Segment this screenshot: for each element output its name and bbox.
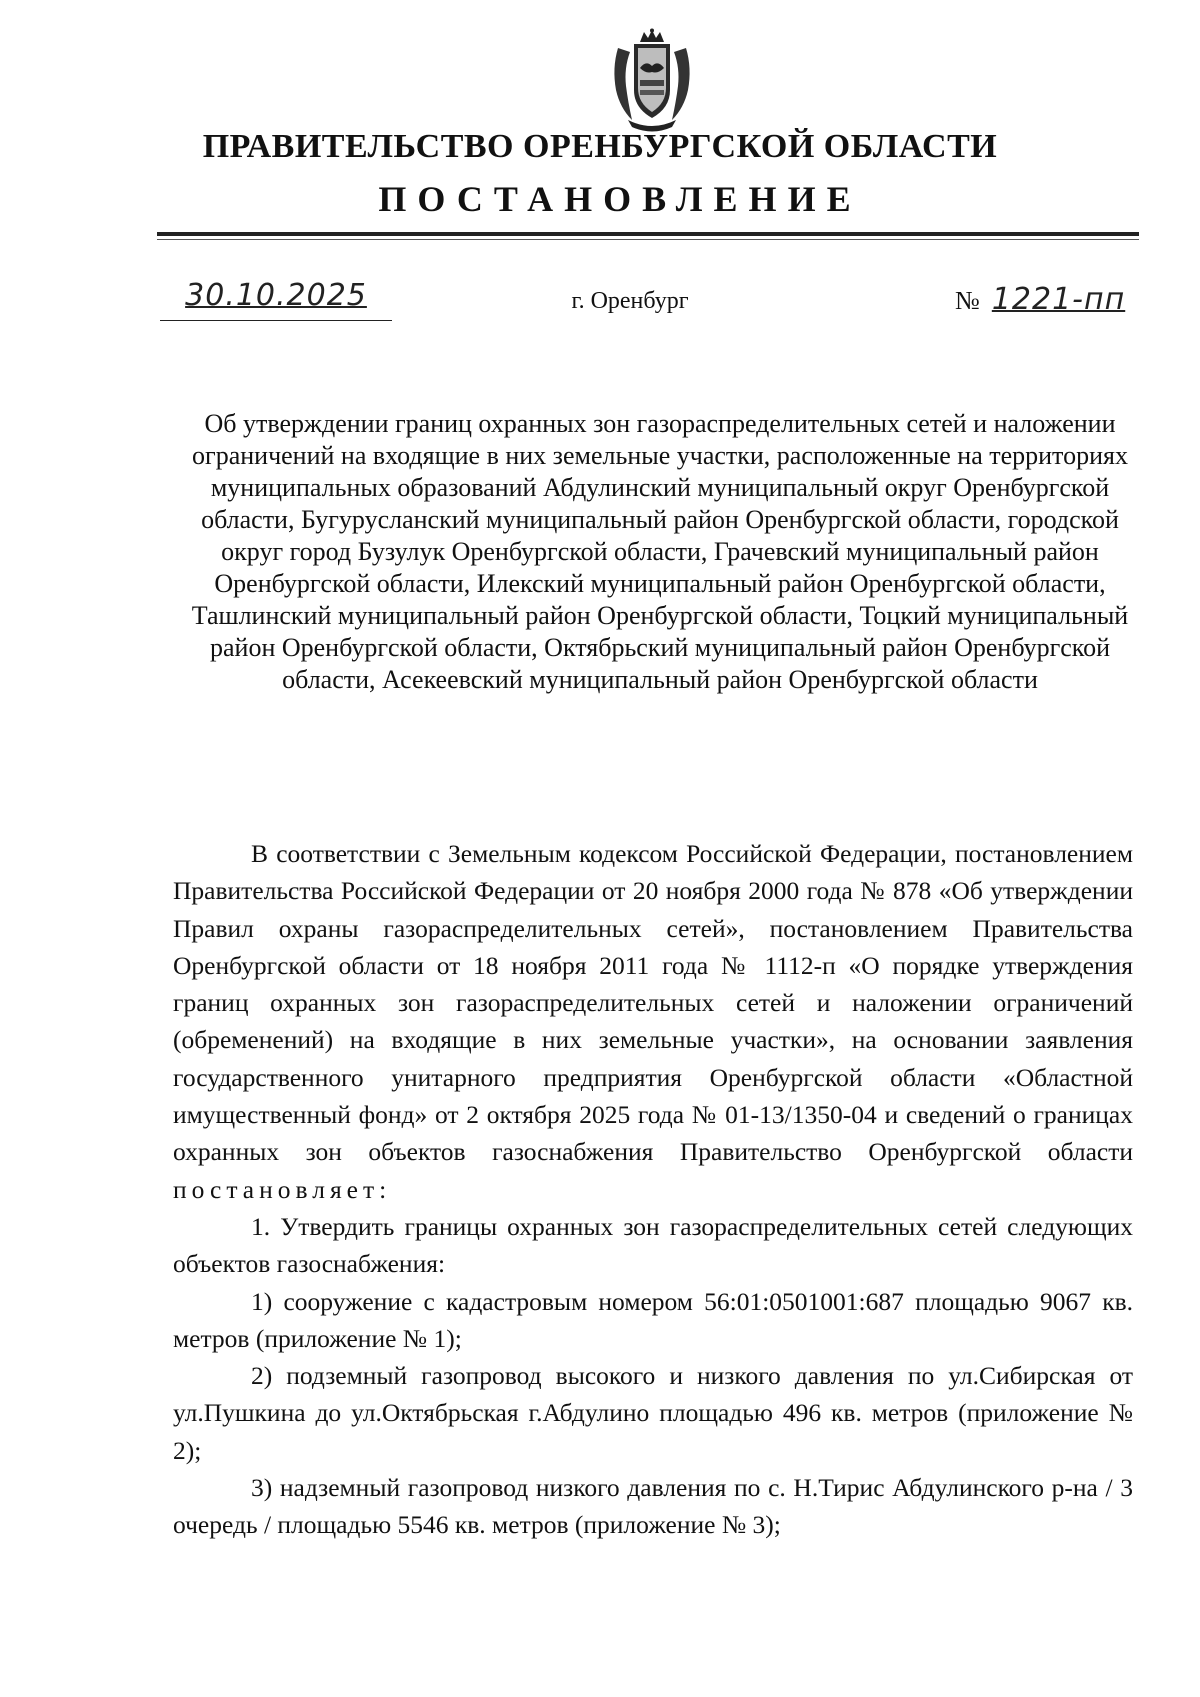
document-meta: [0, 278, 1200, 328]
subitem-2: 2) подземный газопровод высокого и низкого давления по ул.Сибирская от ул.Пушкина до ул.Октябрьская г.Абдулино площадью 496 кв. метров (приложение № 2);: [173, 1361, 1133, 1465]
document-number: 1221-пп: [991, 282, 1126, 317]
subitem-3: 3) надземный газопровод низкого давления по с. Н.Тирис Абдулинского р-на / 3 очередь / площадью 5546 кв. метров (приложение № 3);: [173, 1473, 1133, 1540]
item-1: 1. Утвердить границы охранных зон газораспределительных сетей следующих объектов газоснабжения:: [173, 1211, 1133, 1279]
document-date: 30.10.2025: [185, 278, 367, 313]
resolves-word: постановляет:: [173, 1174, 392, 1204]
subitem-1: 1) сооружение с кадастровым номером 56:01:0501001:687 площадью 9067 кв. метров (приложение № 1);: [173, 1286, 1133, 1353]
city: г. Оренбург: [571, 288, 689, 314]
coat-of-arms-icon: [610, 28, 694, 132]
header-divider-thin: [157, 239, 1139, 240]
document-type: ПОСТАНОВЛЕНИЕ: [378, 179, 862, 219]
header-divider: [157, 232, 1139, 236]
document-heading: Об утверждении границ охранных зон газораспределительных сетей и наложении ограничений на входящие в них земельные участки, расположенные на территориях муниципальных образований Абдулинский муниципальный округ Оренбургской области, Бугурусланский муниципальный район Оренбургской области, городской округ город Бузулук Оренбургской области, Грачевский муниципальный район Оренбургской области, Илекский муниципальный район Оренбургской области, Ташлинский муниципальный район Оренбургской области, Тоцкий муниципальный район Оренбургской области, Октябрьский муниципальный район Оренбургской области, Асекеевский муниципальный район Оренбургской области: [191, 409, 1129, 694]
number-sign: №: [955, 286, 980, 315]
preamble-paragraph: [173, 835, 1133, 1208]
document-body: [173, 835, 1133, 1544]
preamble-text: В соответствии с Земельным кодексом Российской Федерации, постановлением Правительства Российской Федерации от 20 ноября 2000 года № 878 «Об утверждении Правил охраны газораспределительных сетей», постановлением Правительства Оренбургской области от 18 ноября 2011 года № 1112-п «О порядке утверждения границ охранных зон газораспределительных сетей и наложении ограничений (обременений) на входящие в них земельные участки», на основании заявления государственного унитарного предприятия Оренбургской области «Областной имущественный фонд» от 2 октября 2025 года № 01-13/1350-04 и сведений о границах охранных зон объектов газоснабжения Правительство Оренбургской области: [173, 839, 1133, 1167]
organization-title: ПРАВИТЕЛЬСТВО ОРЕНБУРГСКОЙ ОБЛАСТИ: [202, 128, 998, 165]
document-number-field: [955, 282, 1125, 317]
